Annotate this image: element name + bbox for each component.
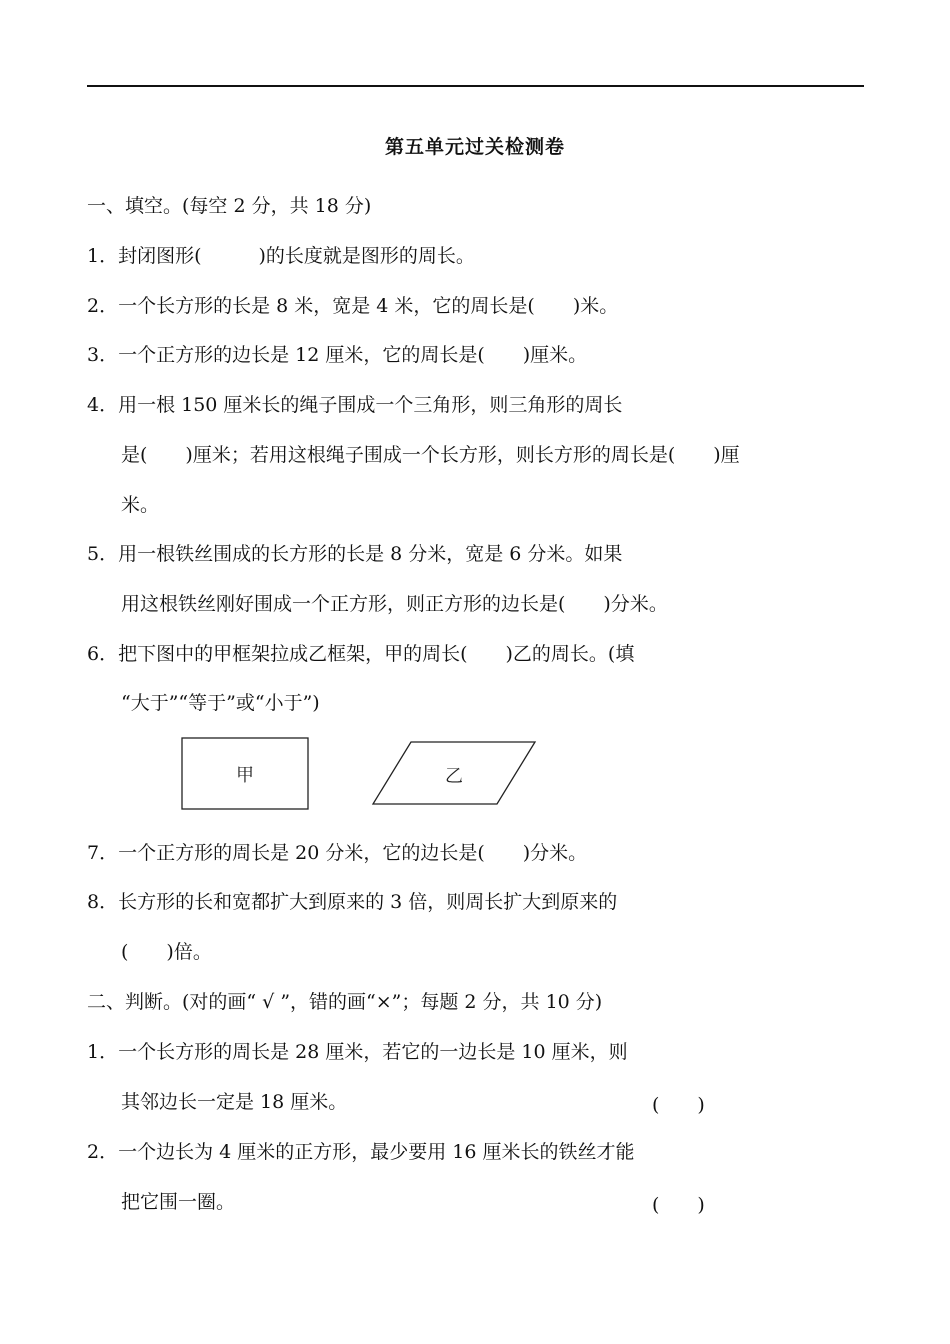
judge-2-line2: 把它围一圈。: [121, 1191, 236, 1213]
question-1-5-line2: 用这根铁丝刚好围成一个正方形，则正方形的边长是( )分米。: [121, 593, 668, 615]
section2-header: 二、判断。(对的画“ √ ”，错的画“×”；每题 2 分，共 10 分): [87, 991, 603, 1013]
page-title: 第五单元过关检测卷: [384, 136, 565, 158]
question-1-5-line1: 5．用一根铁丝围成的长方形的长是 8 分米，宽是 6 分米。如果: [87, 543, 623, 565]
judge-2-line1: 2．一个边长为 4 厘米的正方形，最少要用 16 厘米长的铁丝才能: [87, 1141, 635, 1163]
question-1-8-line2: ( )倍。: [121, 941, 212, 963]
judge-1-answer-blank[interactable]: ( ): [652, 1094, 705, 1116]
question-1-4-line2: 是( )厘米；若用这根绳子围成一个长方形，则长方形的周长是( )厘: [121, 444, 740, 466]
question-1-4-line3: 米。: [121, 494, 160, 516]
question-1-6-line1: 6．把下图中的甲框架拉成乙框架，甲的周长( )乙的周长。(填: [87, 643, 635, 665]
question-1-1: 1．封闭图形( )的长度就是图形的周长。: [87, 245, 475, 267]
question-1-7: 7．一个正方形的周长是 20 分米，它的边长是( )分米。: [87, 842, 588, 864]
question-1-8-line1: 8．长方形的长和宽都扩大到原来的 3 倍，则周长扩大到原来的: [87, 891, 618, 913]
question-1-2: 2．一个长方形的长是 8 米，宽是 4 米，它的周长是( )米。: [87, 295, 619, 317]
judge-2-answer-blank[interactable]: ( ): [652, 1194, 705, 1216]
section1-header: 一、填空。(每空 2 分，共 18 分): [87, 195, 372, 217]
judge-1-line1: 1．一个长方形的周长是 28 厘米，若它的一边长是 10 厘米，则: [87, 1041, 628, 1063]
frame-a-label: 甲: [236, 765, 254, 786]
judge-1-line2: 其邻边长一定是 18 厘米。: [121, 1091, 348, 1113]
question-1-3: 3．一个正方形的边长是 12 厘米，它的周长是( )厘米。: [87, 344, 588, 366]
question-1-6-line2: “大于”“等于”或“小于”): [121, 692, 320, 714]
question-1-4-line1: 4．用一根 150 厘米长的绳子围成一个三角形，则三角形的周长: [87, 394, 623, 416]
frame-b-label: 乙: [445, 766, 463, 787]
